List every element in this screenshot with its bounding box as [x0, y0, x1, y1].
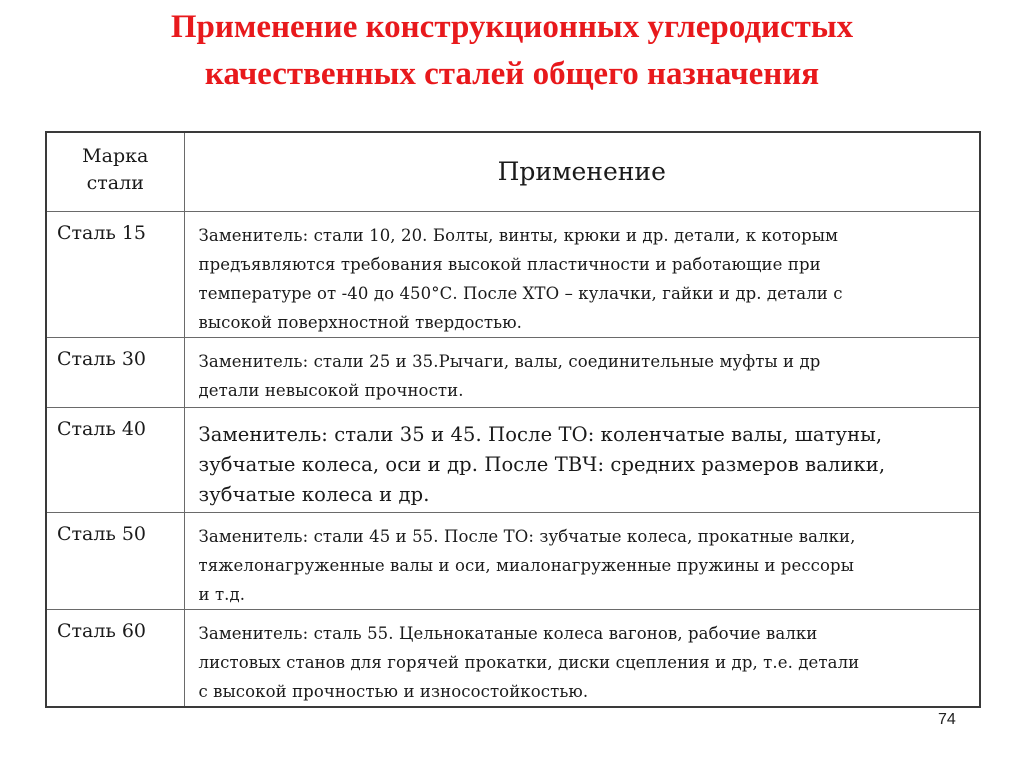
header-steel-grade-line-1: Марка	[82, 145, 149, 167]
application-line: Заменитель: стали 25 и 35.Рычаги, валы, соединительные муфты и др	[198, 351, 821, 371]
steel-grade-cell: Сталь 60	[46, 609, 184, 707]
application-line: листовых станов для горячей прокатки, диски сцепления и др, т.е. детали	[198, 652, 860, 672]
application-line: Заменитель: сталь 55. Цельнокатаные колеса вагонов, рабочие валки	[198, 623, 818, 643]
application-line: зубчатые колеса, оси и др. После ТВЧ: средних размеров валики,	[198, 452, 886, 476]
application-line: температуре от -40 до 450°С. После ХТО – кулачки, гайки и др. детали с	[198, 283, 843, 303]
header-steel-grade-line-2: стали	[86, 172, 144, 194]
table-row	[46, 407, 980, 512]
slide-title-line-1: Применение конструкционных углеродистых	[170, 9, 854, 45]
table-row	[46, 337, 980, 407]
slide-title-line-2: качественных сталей общего назначения	[204, 56, 820, 92]
steel-grade-cell: Сталь 15	[46, 211, 184, 337]
application-line: тяжелонагруженные валы и оси, миалонагруженные пружины и рессоры	[198, 555, 854, 575]
application-line: и т.д.	[198, 584, 246, 604]
application-cell	[184, 211, 980, 337]
steel-grade-cell: Сталь 50	[46, 512, 184, 609]
application-line: с высокой прочностью и износостойкостью.	[198, 681, 589, 701]
steel-grade-cell: Сталь 40	[46, 407, 184, 512]
table-row	[46, 609, 980, 707]
application-line: детали невысокой прочности.	[198, 380, 464, 400]
table-header-row	[46, 132, 980, 211]
application-line: предъявляются требования высокой пластичности и работающие при	[198, 254, 821, 274]
table-row	[46, 512, 980, 609]
application-cell	[184, 512, 980, 609]
application-cell	[184, 609, 980, 707]
application-line: высокой поверхностной твердостью.	[198, 312, 523, 332]
table-row	[46, 211, 980, 337]
application-cell	[184, 407, 980, 512]
application-cell	[184, 337, 980, 407]
application-line: зубчатые колеса и др.	[198, 482, 430, 506]
steel-application-table	[45, 131, 981, 708]
header-application: Применение	[184, 132, 980, 211]
application-line: Заменитель: стали 10, 20. Болты, винты, крюки и др. детали, к которым	[198, 225, 838, 245]
application-line: Заменитель: стали 35 и 45. После ТО: коленчатые валы, шатуны,	[198, 422, 883, 446]
slide-title	[0, 4, 1024, 98]
page-number: 74	[938, 711, 956, 728]
header-steel-grade	[46, 132, 184, 211]
steel-grade-cell: Сталь 30	[46, 337, 184, 407]
application-line: Заменитель: стали 45 и 55. После ТО: зубчатые колеса, прокатные валки,	[198, 526, 856, 546]
